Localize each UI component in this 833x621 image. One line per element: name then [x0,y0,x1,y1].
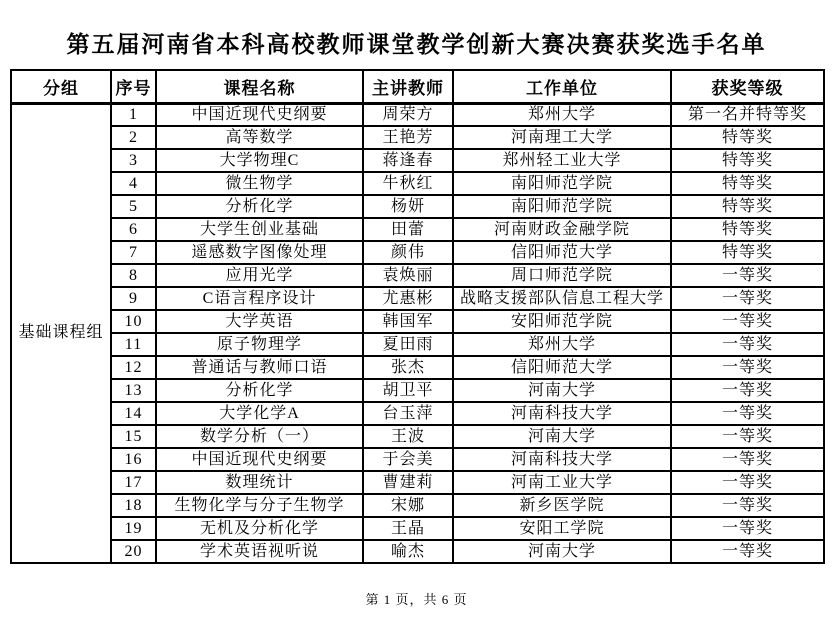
table-row [11,402,824,425]
number-cell: 6 [111,218,156,241]
award-cell: 一等奖 [671,517,824,540]
number-cell: 1 [111,103,156,126]
award-cell: 一等奖 [671,425,824,448]
award-cell: 特等奖 [671,195,824,218]
course-cell: 大学英语 [156,310,363,333]
unit-cell: 安阳师范学院 [453,310,671,333]
course-cell: 生物化学与分子生物学 [156,494,363,517]
course-cell: 普通话与教师口语 [156,356,363,379]
table-row [11,356,824,379]
number-cell: 17 [111,471,156,494]
unit-cell: 周口师范学院 [453,264,671,287]
unit-cell: 河南工业大学 [453,471,671,494]
unit-cell: 新乡医学院 [453,494,671,517]
number-cell: 14 [111,402,156,425]
teacher-cell: 于会美 [363,448,453,471]
award-cell: 一等奖 [671,356,824,379]
table-row [11,540,824,563]
course-cell: 中国近现代史纲要 [156,448,363,471]
course-cell: 高等数学 [156,126,363,149]
teacher-cell: 颜伟 [363,241,453,264]
unit-cell: 安阳工学院 [453,517,671,540]
teacher-cell: 杨妍 [363,195,453,218]
number-cell: 15 [111,425,156,448]
table-row [11,425,824,448]
teacher-cell: 台玉萍 [363,402,453,425]
award-cell: 特等奖 [671,172,824,195]
award-cell: 一等奖 [671,310,824,333]
teacher-cell: 周荣方 [363,103,453,126]
teacher-cell: 田蕾 [363,218,453,241]
teacher-cell: 曹建莉 [363,471,453,494]
number-cell: 3 [111,149,156,172]
award-cell: 第一名并特等奖 [671,103,824,126]
award-cell: 一等奖 [671,540,824,563]
number-cell: 19 [111,517,156,540]
number-cell: 13 [111,379,156,402]
award-cell: 特等奖 [671,218,824,241]
course-cell: 学术英语视听说 [156,540,363,563]
header-number: 序号 [111,70,156,103]
unit-cell: 河南科技大学 [453,402,671,425]
unit-cell: 南阳师范学院 [453,172,671,195]
number-cell: 20 [111,540,156,563]
table-row [11,287,824,310]
number-cell: 2 [111,126,156,149]
page-number-footer: 第 1 页，共 6 页 [365,592,468,607]
header-teacher: 主讲教师 [363,70,453,103]
table-row [11,218,824,241]
course-cell: 微生物学 [156,172,363,195]
award-cell: 一等奖 [671,402,824,425]
unit-cell: 河南大学 [453,425,671,448]
table-row [11,172,824,195]
number-cell: 7 [111,241,156,264]
number-cell: 9 [111,287,156,310]
award-cell: 一等奖 [671,494,824,517]
table-row [11,471,824,494]
table-row [11,149,824,172]
award-cell: 一等奖 [671,264,824,287]
table-row [11,126,824,149]
award-cell: 一等奖 [671,448,824,471]
course-cell: 遥感数字图像处理 [156,241,363,264]
table-row [11,264,824,287]
teacher-cell: 尤惠彬 [363,287,453,310]
teacher-cell: 宋娜 [363,494,453,517]
table-row [11,494,824,517]
award-cell: 一等奖 [671,287,824,310]
table-header-row [11,70,824,103]
table-row [11,241,824,264]
unit-cell: 信阳师范大学 [453,241,671,264]
teacher-cell: 张杰 [363,356,453,379]
number-cell: 11 [111,333,156,356]
teacher-cell: 袁焕丽 [363,264,453,287]
award-cell: 一等奖 [671,379,824,402]
course-cell: 中国近现代史纲要 [156,103,363,126]
course-cell: 数理统计 [156,471,363,494]
header-unit: 工作单位 [453,70,671,103]
unit-cell: 郑州轻工业大学 [453,149,671,172]
number-cell: 16 [111,448,156,471]
teacher-cell: 王艳芳 [363,126,453,149]
teacher-cell: 王波 [363,425,453,448]
table-row [11,379,824,402]
course-cell: 原子物理学 [156,333,363,356]
unit-cell: 河南理工大学 [453,126,671,149]
teacher-cell: 夏田雨 [363,333,453,356]
number-cell: 18 [111,494,156,517]
award-cell: 特等奖 [671,126,824,149]
table-row [11,517,824,540]
header-group: 分组 [11,70,111,103]
unit-cell: 河南科技大学 [453,448,671,471]
table-row [11,448,824,471]
unit-cell: 河南财政金融学院 [453,218,671,241]
award-winners-table [10,69,825,564]
course-cell: 应用光学 [156,264,363,287]
unit-cell: 郑州大学 [453,333,671,356]
unit-cell: 河南大学 [453,379,671,402]
award-cell: 一等奖 [671,333,824,356]
unit-cell: 河南大学 [453,540,671,563]
header-award: 获奖等级 [671,70,824,103]
number-cell: 4 [111,172,156,195]
page-title: 第五届河南省本科高校教师课堂教学创新大赛决赛获奖选手名单 [66,31,767,57]
table-row [11,195,824,218]
number-cell: 12 [111,356,156,379]
unit-cell: 信阳师范大学 [453,356,671,379]
course-cell: 大学生创业基础 [156,218,363,241]
table-row [11,103,824,126]
unit-cell: 南阳师范学院 [453,195,671,218]
teacher-cell: 牛秋红 [363,172,453,195]
course-cell: 分析化学 [156,379,363,402]
unit-cell: 战略支援部队信息工程大学 [453,287,671,310]
course-cell: 无机及分析化学 [156,517,363,540]
course-cell: C语言程序设计 [156,287,363,310]
award-cell: 特等奖 [671,149,824,172]
table-row [11,333,824,356]
unit-cell: 郑州大学 [453,103,671,126]
number-cell: 5 [111,195,156,218]
course-cell: 数学分析（一） [156,425,363,448]
group-cell: 基础课程组 [11,103,111,563]
number-cell: 8 [111,264,156,287]
course-cell: 大学物理C [156,149,363,172]
award-cell: 特等奖 [671,241,824,264]
table-row [11,310,824,333]
course-cell: 分析化学 [156,195,363,218]
teacher-cell: 王晶 [363,517,453,540]
teacher-cell: 韩国军 [363,310,453,333]
number-cell: 10 [111,310,156,333]
header-course: 课程名称 [156,70,363,103]
teacher-cell: 蒋逢春 [363,149,453,172]
teacher-cell: 喻杰 [363,540,453,563]
award-cell: 一等奖 [671,471,824,494]
table-body [11,103,824,563]
course-cell: 大学化学A [156,402,363,425]
teacher-cell: 胡卫平 [363,379,453,402]
